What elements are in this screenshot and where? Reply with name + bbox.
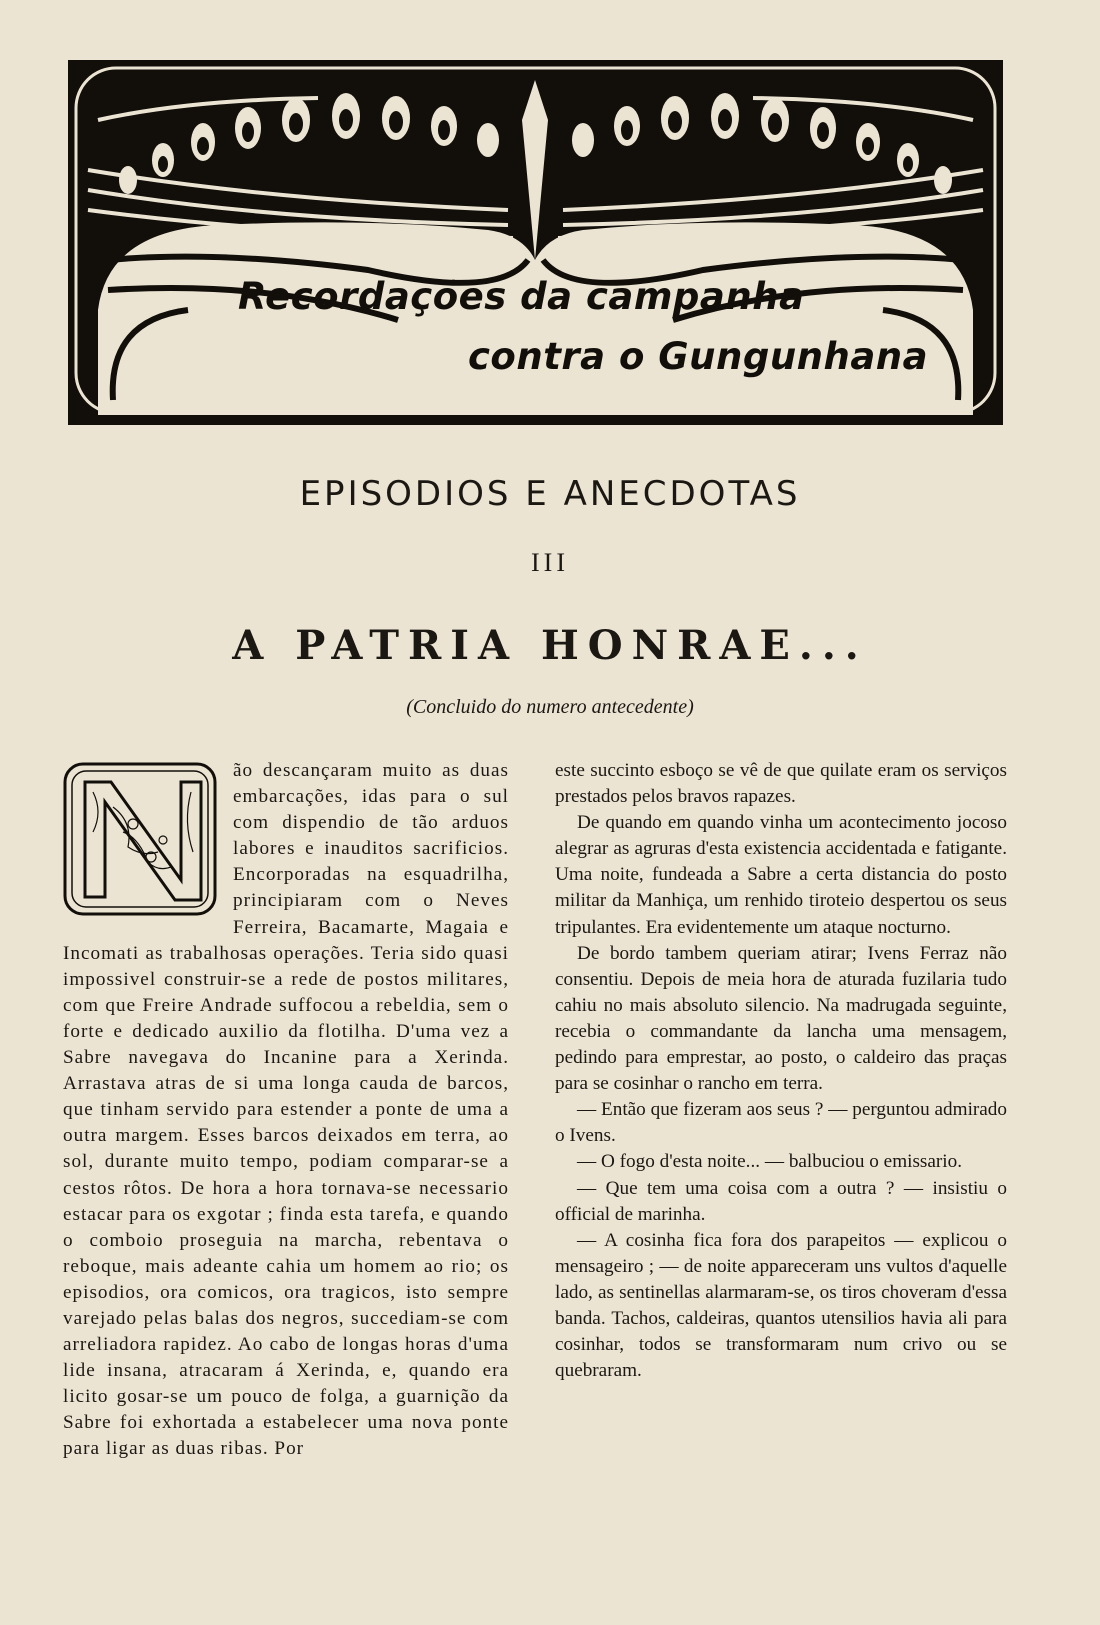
paragraph-right-1: este succinto esboço se vê de que quilate eram os serviços prestados pelos bravos rapazes. [555,760,1007,808]
text-column-left [63,758,509,1463]
paragraph-left-1: ão descançaram muito as duas embarcações, idas para o sul com dispendio de tão arduos labores e inauditos sacrificios. Encorporadas na esquadrilha, principiaram com o Neves Ferreira, Bacamarte, Magaia e Incomati as trabalhosas operações. Teria sido quasi impossivel construir-se a rede de postos militares, com que Freire Andrade suffocou a rebeldia, sem o forte e dedicado auxilio da flotilha. D'uma vez a Sabre navegava do Incanine para a Xerinda. Arrastava atras de si uma longa cauda de barcos, que tinham servido para estender a ponte de uma a outra margem. Esses barcos deixados em terra, ao sol, durante muito tempo, podiam comparar-se a cestos rôtos. De hora a hora tornava-se necessario estacar para os exgotar ; finda esta tarefa, e quando o comboio proseguia na marcha, rebentava o reboque, mais adeante cahia um homem ao rio; os episodios, ora comicos, ora tragicos, isto sempre varejado pelas balas dos negros, succediam-se com arreliadora rapidez. Ao cabo de longas horas d'uma lide insana, atracaram á Xerinda, e, quando era licito gosar-se um pouco de folga, a guarnição da Sabre foi exhortada a estabelecer uma nova ponte para ligar as duas ribas. Por [63,760,509,1460]
paragraph-right-2: De quando em quando vinha um acontecimento jocoso alegrar as agruras d'esta existencia accidentada e fatigante. Uma noite, fundeada a Sabre a certa distancia do posto militar da Manhiça, um renhido tiroteio despertou os seus tripulantes. Era evidentemente um ataque nocturno. [555,812,1007,938]
floral-n-initial-icon [63,762,221,920]
paragraph-right-6: — Que tem uma coisa com a outra ? — insistiu o official de marinha. [555,1177,1007,1225]
paragraph-right-3: De bordo tambem queriam atirar; Ivens Ferraz não consentiu. Depois de meia hora de aturada fuzilaria tudo cahiu no mais absoluto silencio. Na madrugada seguinte, recebia o commandante da lancha uma mensagem, pedindo para emprestar, ao posto, o caldeiro das praças para se cosinhar o rancho em terra. [555,942,1007,1095]
paragraph-right-4: — Então que fizeram aos seus ? — perguntou admirado o Ivens. [555,1099,1007,1147]
banner-title-line-2: contra o Gungunhana [468,335,929,378]
decorative-initial [63,762,221,920]
ornamental-header-banner [68,60,1003,425]
text-column-right [555,758,1007,1384]
part-number: III [531,548,569,577]
banner-title-line-1: Recordações da campanha [238,275,805,318]
paragraph-right-7: — A cosinha fica fora dos parapeitos — explicou o mensageiro ; — de noite appareceram uns vultos d'aquelle lado, as sentinellas alarmaram-se, os tiros choveram d'essa banda. Tachos, caldeiras, quantos utensilios havia ali para cosinhar, todos se transformaram num crivo ou se quebraram. [555,1229,1007,1382]
article-subtitle: (Concluido do numero antecedente) [406,696,694,718]
article-title: A PATRIA HONRAE... [232,622,868,669]
paragraph-right-5: — O fogo d'esta noite... — balbuciou o emissario. [577,1151,963,1173]
section-heading: EPISODIOS E ANECDOTAS [299,474,801,514]
